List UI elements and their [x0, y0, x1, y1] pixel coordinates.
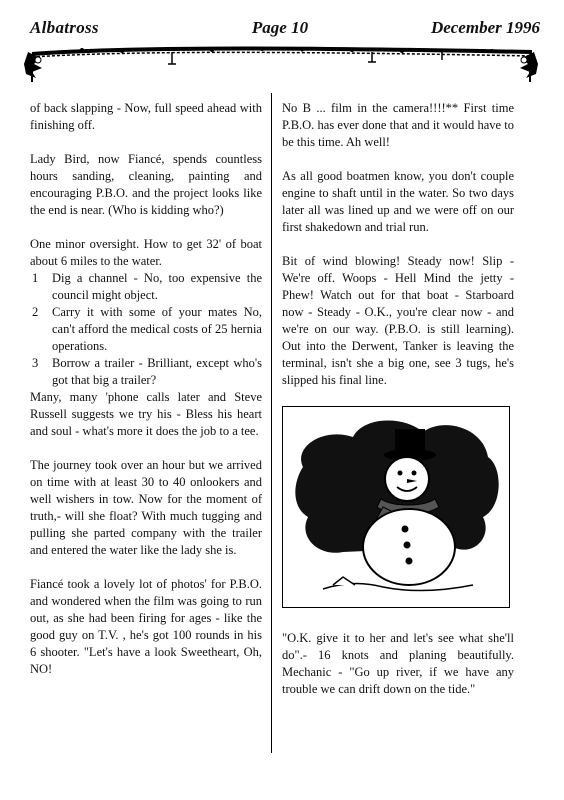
options-list [30, 270, 262, 389]
column-divider [271, 93, 272, 753]
list-item-text: Dig a channel - No, too expensive the council might object. [52, 271, 262, 302]
paragraph: Fiancé took a lovely lot of photos' for P.B.O. and wondered when the film was going to run out, as she had been firing for ages - like the good guy on T.V. , he's got 100 rounds in his 6 shooter. "Let's have a look Sweetheart, Oh, NO! [30, 577, 262, 676]
snowman-icon [283, 407, 509, 607]
snowman-picture-frame [282, 406, 510, 608]
publication-name: Albatross [30, 18, 99, 37]
right-column [282, 100, 514, 715]
paragraph: No B ... film in the camera!!!!** First time P.B.O. has ever done that and it would have to be this time. Ah well! [282, 101, 514, 149]
list-number: 3 [32, 356, 39, 370]
holly-garland-decoration [22, 38, 542, 82]
issue-date: December 1996 [430, 18, 540, 37]
list-item [30, 304, 262, 355]
paragraph: "O.K. give it to her and let's see what she'll do".- 16 knots and planing beautifully. Mechanic - "Go up river, if we have any trouble we can drift down on the tide." [282, 631, 514, 696]
page-header [30, 18, 540, 38]
list-item-text: Carry it with some of your mates No, can't afford the medical costs of 25 hernia operations. [52, 305, 262, 353]
paragraph: As all good boatmen know, you don't couple engine to shaft until in the water. So two days later all was lined up and we were off on our first shakedown and trial run. [282, 169, 514, 234]
paragraph: of back slapping - Now, full speed ahead with finishing off. [30, 101, 262, 132]
list-number: 2 [32, 305, 39, 319]
page-number: Page 10 [251, 18, 309, 37]
paragraph: The journey took over an hour but we arrived on time with at least 30 to 40 onlookers and well wishers in tow. Now for the moment of truth,- will she float? With much tugging and pulling she parted company with the trailer and entered the water like the lady she is. [30, 458, 262, 557]
paragraph: Lady Bird, now Fiancé, spends countless hours sanding, cleaning, painting and encouraging P.B.O. and the project looks like the end is near. (Who is kidding who?) [30, 152, 262, 217]
list-item [30, 270, 262, 304]
left-column [30, 100, 262, 695]
paragraph: Bit of wind blowing! Steady now! Slip - We're off. Woops - Hell Mind the jetty - Phew! Watch out for that boat - Starboard now - Steady - O.K., you're clear now - and we're on our way. (P.B.O. is still learning). Out into the Derwent, Tanker is leaving the terminal, isn't she a big one, see 3 tugs, he's slipped his final line. [282, 254, 514, 387]
paragraph: Many, many 'phone calls later and Steve Russell suggests we try his - Bless his heart and soul - what's more it does the job to a tee. [30, 390, 262, 438]
paragraph: One minor oversight. How to get 32' of boat about 6 miles to the water. [30, 237, 262, 268]
list-item-text: Borrow a trailer - Brilliant, except who's got that big a trailer? [52, 356, 262, 387]
list-number: 1 [32, 271, 39, 285]
list-item [30, 355, 262, 389]
